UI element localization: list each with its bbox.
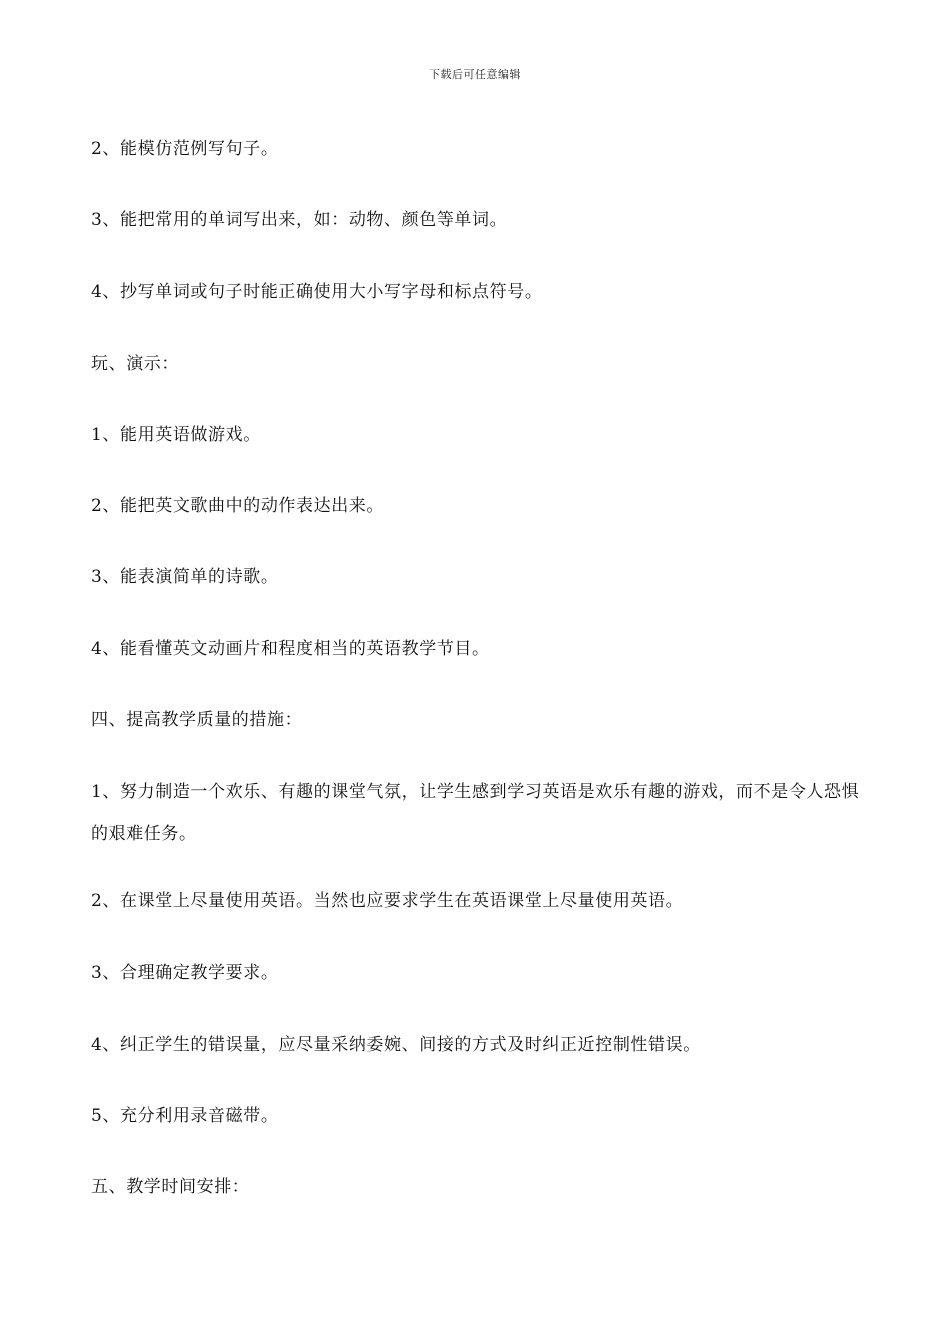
section-heading-play-perform: 玩、演示：: [91, 354, 179, 374]
paragraph-measure-3: 3、合理确定教学要求。: [91, 963, 279, 983]
paragraph-writing-4: 4、抄写单词或句子时能正确使用大小写字母和标点符号。: [91, 282, 543, 302]
paragraph-measure-4: 4、纠正学生的错误量，应尽量采纳委婉、间接的方式及时纠正近控制性错误。: [91, 1035, 701, 1055]
paragraph-play-4: 4、能看懂英文动画片和程度相当的英语教学节目。: [91, 639, 490, 659]
paragraph-writing-2: 2、能模仿范例写句子。: [91, 139, 279, 159]
paragraph-measure-5: 5、充分利用录音磁带。: [91, 1106, 279, 1126]
paragraph-measure-1: 1、努力制造一个欢乐、有趣的课堂气氛，让学生感到学习英语是欢乐有趣的游戏，而不是令人恐惧的艰难任务。: [91, 782, 860, 844]
section-heading-schedule: 五、教学时间安排：: [91, 1177, 250, 1197]
paragraph-play-1: 1、能用英语做游戏。: [91, 425, 261, 445]
section-heading-quality-measures: 四、提高教学质量的措施：: [91, 710, 303, 730]
paragraph-writing-3: 3、能把常用的单词写出来，如：动物、颜色等单词。: [91, 210, 508, 230]
paragraph-play-2: 2、能把英文歌曲中的动作表达出来。: [91, 496, 385, 516]
paragraph-play-3: 3、能表演简单的诗歌。: [91, 567, 279, 587]
page-header: 下载后可任意编辑: [429, 68, 521, 81]
paragraph-measure-2: 2、在课堂上尽量使用英语。当然也应要求学生在英语课堂上尽量使用英语。: [91, 891, 684, 911]
